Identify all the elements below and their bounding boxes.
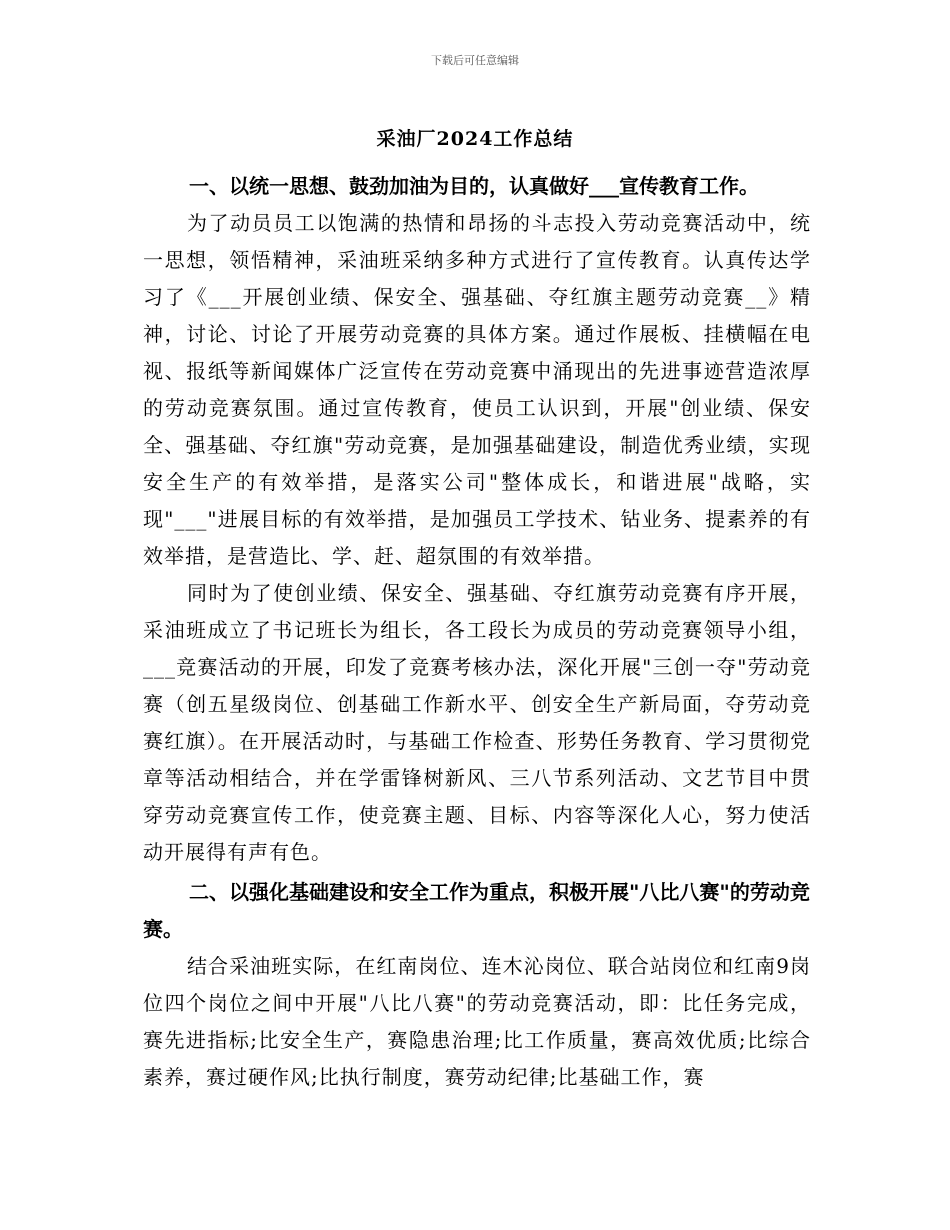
section-2-paragraph-1: 结合采油班实际，在红南岗位、连木沁岗位、联合站岗位和红南9岗位四个岗位之间中开展"八比八赛"的劳动竞赛活动，即：比任务完成，赛先进指标;比安全生产，赛隐患治理;比工作质量，赛高效优质;比综合素养，赛过硬作风;比执行制度，赛劳动纪律;比基础工作，赛 bbox=[143, 954, 811, 1089]
page-header: 下载后可任意编辑 bbox=[431, 54, 519, 67]
section-1-paragraph-2: 同时为了使创业绩、保安全、强基础、夺红旗劳动竞赛有序开展，采油班成立了书记班长为组长，各工段长为成员的劳动竞赛领导小组，___竞赛活动的开展，印发了竞赛考核办法，深化开展"三创一夺"劳动竞赛（创五星级岗位、创基础工作新水平、创安全生产新局面，夺劳动竞赛红旗）。在开展活动时，与基础工作检查、形势任务教育、学习贯彻党章等活动相结合，并在学雷锋树新风、三八节系列活动、文艺节目中贯穿劳动竞赛宣传工作，使竞赛主题、目标、内容等深化人心，努力使活动开展得有声有色。 bbox=[143, 581, 811, 864]
section-2-heading: 二、以强化基础建设和安全工作为重点，积极开展"八比八赛"的劳动竞赛。 bbox=[143, 880, 810, 941]
document-title: 采油厂2024工作总结 bbox=[376, 128, 574, 150]
document-body bbox=[143, 168, 811, 1096]
section-1-heading: 一、以统一思想、鼓劲加油为目的，认真做好___宣传教育工作。 bbox=[189, 174, 759, 198]
section-1-paragraph-1: 为了动员员工以饱满的热情和昂扬的斗志投入劳动竞赛活动中，统一思想，领悟精神，采油班采纳多种方式进行了宣传教育。认真传达学习了《___开展创业绩、保安全、强基础、夺红旗主题劳动竞赛__》精神，讨论、讨论了开展劳动竞赛的具体方案。通过作展板、挂横幅在电视、报纸等新闻媒体广泛宣传在劳动竞赛中涌现出的先进事迹营造浓厚的劳动竞赛氛围。通过宣传教育，使员工认识到，开展"创业绩、保安全、强基础、夺红旗"劳动竞赛，是加强基础建设，制造优秀业绩，实现安全生产的有效举措，是落实公司"整体成长，和谐进展"战略，实现"___"进展目标的有效举措，是加强员工学技术、钻业务、提素养的有效举措，是营造比、学、赶、超氛围的有效举措。 bbox=[143, 211, 811, 568]
